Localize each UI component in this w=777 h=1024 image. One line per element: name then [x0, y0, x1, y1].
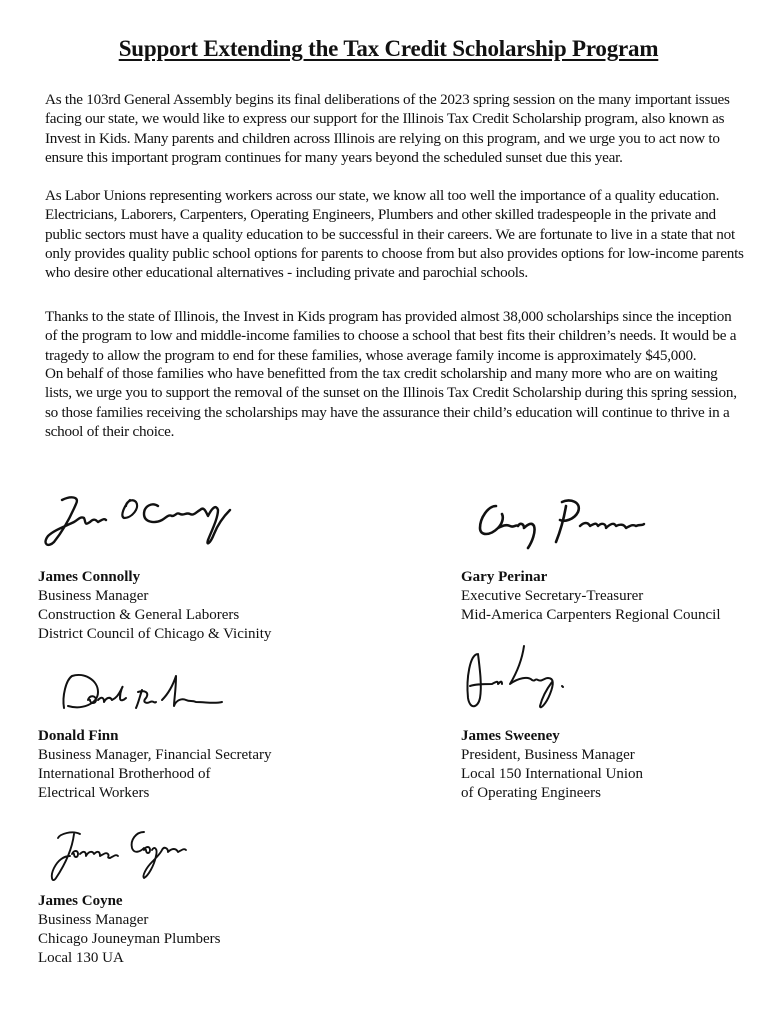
signer-block: [461, 727, 643, 803]
signer-name: James Sweeney: [461, 728, 560, 744]
signer-organization: Local 130 UA: [38, 950, 124, 966]
signer-title: Business Manager, Financial Secretary: [38, 747, 272, 763]
signer-organization: Chicago Jouneyman Plumbers: [38, 931, 221, 947]
signer-organization: Mid-America Carpenters Regional Council: [461, 607, 721, 623]
signer-block: [38, 568, 271, 644]
signature-gary-perinar: [474, 496, 664, 548]
signer-title: Business Manager: [38, 588, 149, 604]
paragraph: On behalf of those families who have benefitted from the tax credit scholarship and many more who are on waiting lists, we urge you to support the removal of the sunset on the Illinois Tax Credit Scholarship during this spring session, so those families receiving the scholarships may have the assurance their child’s education will continue to thrive in a school of their choice.: [45, 365, 737, 440]
signer-block: [461, 568, 721, 625]
signer-name: James Connolly: [38, 569, 141, 585]
signer-title: Executive Secretary-Treasurer: [461, 588, 644, 604]
signer-block: [38, 727, 272, 803]
signature-james-coyne: [44, 826, 204, 884]
signer-organization: International Brotherhood of: [38, 766, 211, 782]
signer-name: James Coyne: [38, 893, 123, 909]
signature-james-connolly: [40, 492, 250, 552]
document-title: Support Extending the Tax Credit Scholarship Program: [118, 36, 659, 61]
signature-james-sweeney: [462, 642, 592, 714]
signer-name: Donald Finn: [38, 728, 119, 744]
signer-title: President, Business Manager: [461, 747, 635, 763]
signer-organization: Local 150 International Union: [461, 766, 644, 782]
signer-title: Business Manager: [38, 912, 149, 928]
paragraph: As the 103rd General Assembly begins its final deliberations of the 2023 spring session on the many important issues facing our state, we would like to express our support for the Illinois Tax Credit Scholarship program, also known as Invest in Kids. Many parents and children across Illinois are relying on this program, and we urge you to act now to ensure this important program continues for many years beyond the scheduled sunset due this year.: [45, 91, 730, 166]
signer-name: Gary Perinar: [461, 569, 548, 585]
paragraph: Thanks to the state of Illinois, the Invest in Kids program has provided almost 38,000 scholarships since the inception of the program to low and middle-income families to choose a school that best fits their children’s needs. It would be a tragedy to allow the program to end for these families, whose average family income is approximately $45,000.: [45, 308, 737, 364]
signer-organization: of Operating Engineers: [461, 785, 601, 801]
signer-organization: District Council of Chicago & Vicinity: [38, 626, 272, 642]
paragraph: As Labor Unions representing workers across our state, we know all too well the importance of a quality education. Electricians, Laborers, Carpenters, Operating Engineers, Plumbers and other skilled tradespeople in the private and public sectors must have a quality education to be successful in their careers. We are fortunate to live in a state that not only provides quality public school options for parents to choose from but also provides options for low-income parents who desire other educational alternatives - including private and parochial schools.: [45, 187, 744, 282]
signer-block: [38, 892, 220, 968]
signature-donald-finn: [58, 670, 228, 720]
signer-organization: Electrical Workers: [38, 785, 150, 801]
signer-organization: Construction & General Laborers: [38, 607, 240, 623]
